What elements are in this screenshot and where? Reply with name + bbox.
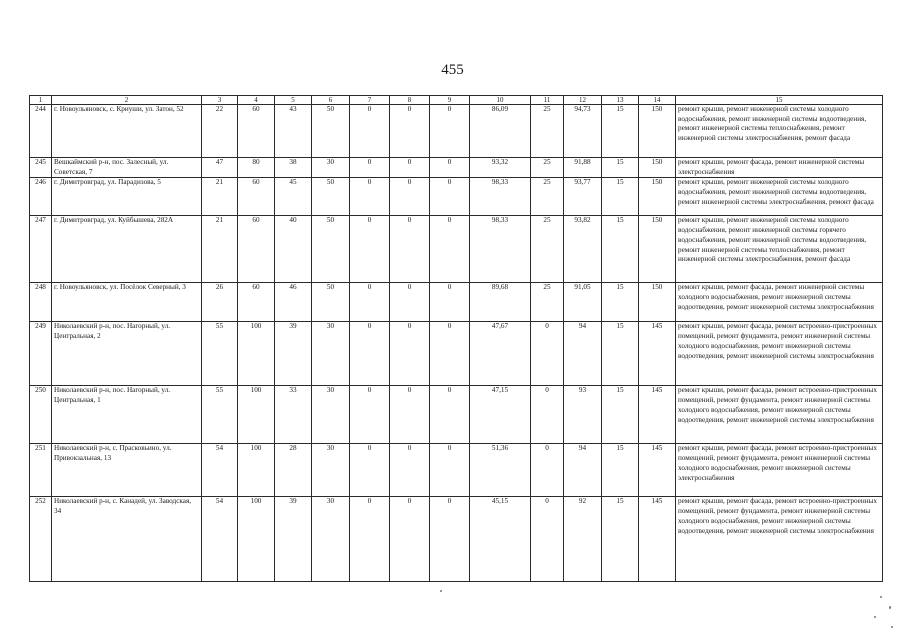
column-number-row bbox=[30, 96, 883, 105]
table-row bbox=[30, 386, 883, 444]
value-cell: 93,77 bbox=[564, 178, 602, 216]
value-cell: 145 bbox=[639, 497, 676, 582]
value-cell: 150 bbox=[639, 105, 676, 158]
value-cell: 0 bbox=[350, 158, 390, 178]
value-cell: 54 bbox=[202, 444, 238, 497]
address-cell: г. Димитровград, ул. Парадизова, 5 bbox=[52, 178, 202, 216]
value-cell: 0 bbox=[430, 105, 470, 158]
value-cell: 15 bbox=[602, 216, 639, 283]
value-cell: 15 bbox=[602, 444, 639, 497]
value-cell: 45,15 bbox=[470, 497, 531, 582]
value-cell: 150 bbox=[639, 158, 676, 178]
col-header: 4 bbox=[238, 96, 275, 105]
value-cell: 51,36 bbox=[470, 444, 531, 497]
value-cell: 30 bbox=[312, 158, 350, 178]
value-cell: 45 bbox=[275, 178, 312, 216]
value-cell: 0 bbox=[430, 158, 470, 178]
table-row bbox=[30, 105, 883, 158]
value-cell: 15 bbox=[602, 283, 639, 322]
value-cell: 0 bbox=[430, 283, 470, 322]
value-cell: 0 bbox=[430, 322, 470, 386]
row-number-cell: 248 bbox=[30, 283, 52, 322]
value-cell: 0 bbox=[350, 497, 390, 582]
value-cell: 15 bbox=[602, 105, 639, 158]
value-cell: 91,88 bbox=[564, 158, 602, 178]
row-number-cell: 246 bbox=[30, 178, 52, 216]
value-cell: 0 bbox=[531, 497, 564, 582]
value-cell: 89,68 bbox=[470, 283, 531, 322]
value-cell: 22 bbox=[202, 105, 238, 158]
value-cell: 15 bbox=[602, 386, 639, 444]
value-cell: 50 bbox=[312, 105, 350, 158]
value-cell: 47,15 bbox=[470, 386, 531, 444]
value-cell: 93 bbox=[564, 386, 602, 444]
works-list-cell: ремонт крыши, ремонт инженерной системы холодного водоснабжения, ремонт инженерной системы водоотведения, ремонт инженерной системы электроснабжения, ремонт фасада bbox=[676, 178, 883, 216]
value-cell: 0 bbox=[531, 386, 564, 444]
address-cell: Николаевский р-н, пос. Нагорный, ул. Центральная, 1 bbox=[52, 386, 202, 444]
value-cell: 25 bbox=[531, 216, 564, 283]
value-cell: 0 bbox=[430, 444, 470, 497]
value-cell: 100 bbox=[238, 322, 275, 386]
row-number-cell: 250 bbox=[30, 386, 52, 444]
value-cell: 60 bbox=[238, 283, 275, 322]
row-number-cell: 244 bbox=[30, 105, 52, 158]
value-cell: 25 bbox=[531, 178, 564, 216]
value-cell: 30 bbox=[312, 386, 350, 444]
value-cell: 0 bbox=[350, 444, 390, 497]
col-header: 11 bbox=[531, 96, 564, 105]
repair-program-table bbox=[29, 95, 883, 582]
value-cell: 145 bbox=[639, 322, 676, 386]
page-number: 455 bbox=[441, 62, 464, 78]
col-header: 13 bbox=[602, 96, 639, 105]
value-cell: 40 bbox=[275, 216, 312, 283]
value-cell: 98,33 bbox=[470, 178, 531, 216]
value-cell: 0 bbox=[531, 322, 564, 386]
value-cell: 94 bbox=[564, 444, 602, 497]
value-cell: 43 bbox=[275, 105, 312, 158]
value-cell: 47,67 bbox=[470, 322, 531, 386]
value-cell: 50 bbox=[312, 216, 350, 283]
value-cell: 21 bbox=[202, 216, 238, 283]
value-cell: 93,32 bbox=[470, 158, 531, 178]
value-cell: 0 bbox=[390, 386, 430, 444]
value-cell: 98,33 bbox=[470, 216, 531, 283]
value-cell: 0 bbox=[390, 178, 430, 216]
value-cell: 50 bbox=[312, 178, 350, 216]
value-cell: 100 bbox=[238, 386, 275, 444]
works-list-cell: ремонт крыши, ремонт фасада, ремонт встроенно-пристроенных помещений, ремонт фундамента, ремонт инженерной системы холодного водоснабжения, ремонт инженерной системы водоотведения, ремонт инженерной системы электроснабжения bbox=[676, 322, 883, 386]
table-row bbox=[30, 444, 883, 497]
works-list-cell: ремонт крыши, ремонт инженерной системы холодного водоснабжения, ремонт инженерной системы водоотведения, ремонт инженерной системы теплоснабжения, ремонт инженерной системы электроснабжения, ремонт фасада bbox=[676, 105, 883, 158]
table-row bbox=[30, 322, 883, 386]
works-list-cell: ремонт крыши, ремонт фасада, ремонт встроенно-пристроенных помещений, ремонт фундамента, ремонт инженерной системы холодного водоснабжения, ремонт инженерной системы водоотведения, ремонт инженерной системы электроснабжения bbox=[676, 497, 883, 582]
value-cell: 0 bbox=[430, 178, 470, 216]
value-cell: 0 bbox=[390, 322, 430, 386]
value-cell: 145 bbox=[639, 444, 676, 497]
value-cell: 15 bbox=[602, 158, 639, 178]
col-header: 14 bbox=[639, 96, 676, 105]
value-cell: 80 bbox=[238, 158, 275, 178]
value-cell: 93,82 bbox=[564, 216, 602, 283]
value-cell: 0 bbox=[390, 444, 430, 497]
value-cell: 94 bbox=[564, 322, 602, 386]
value-cell: 0 bbox=[531, 444, 564, 497]
value-cell: 150 bbox=[639, 216, 676, 283]
value-cell: 0 bbox=[390, 216, 430, 283]
works-list-cell: ремонт крыши, ремонт фасада, ремонт встроенно-пристроенных помещений, ремонт фундамента, ремонт инженерной системы холодного водоснабжения, ремонт инженерной системы водоотведения, ремонт инженерной системы электроснабжения bbox=[676, 386, 883, 444]
row-number-cell: 245 bbox=[30, 158, 52, 178]
works-list-cell: ремонт крыши, ремонт инженерной системы холодного водоснабжения, ремонт инженерной системы горячего водоснабжения, ремонт инженерной системы водоотведения, ремонт инженерной системы теплоснабжения, ремонт инженерной системы электроснабжения, ремонт фасада bbox=[676, 216, 883, 283]
value-cell: 28 bbox=[275, 444, 312, 497]
col-header: 2 bbox=[52, 96, 202, 105]
scan-speck bbox=[891, 626, 893, 628]
value-cell: 150 bbox=[639, 178, 676, 216]
col-header: 9 bbox=[430, 96, 470, 105]
value-cell: 0 bbox=[430, 497, 470, 582]
value-cell: 33 bbox=[275, 386, 312, 444]
value-cell: 38 bbox=[275, 158, 312, 178]
table-row bbox=[30, 178, 883, 216]
table-row bbox=[30, 216, 883, 283]
value-cell: 0 bbox=[390, 283, 430, 322]
address-cell: Николаевский р-н, пос. Нагорный, ул. Центральная, 2 bbox=[52, 322, 202, 386]
address-cell: г. Новоульяновск, с. Криуши, ул. Затон, 52 bbox=[52, 105, 202, 158]
row-number-cell: 251 bbox=[30, 444, 52, 497]
address-cell: Вешкаймский р-н, пос. Залесный, ул. Советская, 7 bbox=[52, 158, 202, 178]
works-list-cell: ремонт крыши, ремонт фасада, ремонт инженерной системы холодного водоснабжения, ремонт инженерной системы водоотведения, ремонт инженерной системы электроснабжения bbox=[676, 283, 883, 322]
value-cell: 0 bbox=[430, 386, 470, 444]
value-cell: 0 bbox=[390, 105, 430, 158]
value-cell: 86,09 bbox=[470, 105, 531, 158]
works-list-cell: ремонт крыши, ремонт фасада, ремонт встроенно-пристроенных помещений, ремонт фундамента, ремонт инженерной системы холодного водоснабжения, ремонт инженерной системы электроснабжения bbox=[676, 444, 883, 497]
value-cell: 0 bbox=[430, 216, 470, 283]
address-cell: г. Новоульяновск, ул. Посёлок Северный, 3 bbox=[52, 283, 202, 322]
address-cell: Николаевский р-н, с. Канадей, ул. Заводская, 34 bbox=[52, 497, 202, 582]
value-cell: 60 bbox=[238, 105, 275, 158]
value-cell: 55 bbox=[202, 386, 238, 444]
col-header: 7 bbox=[350, 96, 390, 105]
value-cell: 15 bbox=[602, 497, 639, 582]
value-cell: 26 bbox=[202, 283, 238, 322]
col-header: 3 bbox=[202, 96, 238, 105]
value-cell: 0 bbox=[350, 105, 390, 158]
value-cell: 0 bbox=[350, 178, 390, 216]
value-cell: 0 bbox=[390, 158, 430, 178]
value-cell: 30 bbox=[312, 444, 350, 497]
col-header: 12 bbox=[564, 96, 602, 105]
value-cell: 39 bbox=[275, 497, 312, 582]
address-cell: г. Димитровград, ул. Куйбышева, 282А bbox=[52, 216, 202, 283]
row-number-cell: 249 bbox=[30, 322, 52, 386]
value-cell: 100 bbox=[238, 497, 275, 582]
value-cell: 0 bbox=[350, 283, 390, 322]
col-header: 5 bbox=[275, 96, 312, 105]
value-cell: 55 bbox=[202, 322, 238, 386]
value-cell: 0 bbox=[350, 322, 390, 386]
value-cell: 25 bbox=[531, 105, 564, 158]
value-cell: 46 bbox=[275, 283, 312, 322]
row-number-cell: 252 bbox=[30, 497, 52, 582]
row-number-cell: 247 bbox=[30, 216, 52, 283]
col-header: 6 bbox=[312, 96, 350, 105]
scan-speck bbox=[880, 596, 882, 598]
value-cell: 15 bbox=[602, 178, 639, 216]
col-header: 15 bbox=[676, 96, 883, 105]
value-cell: 15 bbox=[602, 322, 639, 386]
value-cell: 100 bbox=[238, 444, 275, 497]
table-row bbox=[30, 497, 883, 582]
value-cell: 94,73 bbox=[564, 105, 602, 158]
scan-speck bbox=[889, 606, 891, 609]
value-cell: 50 bbox=[312, 283, 350, 322]
col-header: 8 bbox=[390, 96, 430, 105]
value-cell: 150 bbox=[639, 283, 676, 322]
col-header: 10 bbox=[470, 96, 531, 105]
value-cell: 91,05 bbox=[564, 283, 602, 322]
value-cell: 39 bbox=[275, 322, 312, 386]
value-cell: 0 bbox=[390, 497, 430, 582]
value-cell: 54 bbox=[202, 497, 238, 582]
value-cell: 92 bbox=[564, 497, 602, 582]
works-list-cell: ремонт крыши, ремонт фасада, ремонт инженерной системы электроснабжения bbox=[676, 158, 883, 178]
value-cell: 0 bbox=[350, 386, 390, 444]
value-cell: 145 bbox=[639, 386, 676, 444]
value-cell: 47 bbox=[202, 158, 238, 178]
value-cell: 25 bbox=[531, 283, 564, 322]
scan-speck bbox=[440, 590, 442, 592]
col-header: 1 bbox=[30, 96, 52, 105]
scan-speck bbox=[874, 616, 876, 618]
value-cell: 0 bbox=[350, 216, 390, 283]
value-cell: 60 bbox=[238, 216, 275, 283]
table-row bbox=[30, 158, 883, 178]
value-cell: 30 bbox=[312, 322, 350, 386]
value-cell: 30 bbox=[312, 497, 350, 582]
value-cell: 21 bbox=[202, 178, 238, 216]
value-cell: 60 bbox=[238, 178, 275, 216]
address-cell: Николаевский р-н, с. Прасковьино, ул. Привокзальная, 13 bbox=[52, 444, 202, 497]
table-row bbox=[30, 283, 883, 322]
value-cell: 25 bbox=[531, 158, 564, 178]
